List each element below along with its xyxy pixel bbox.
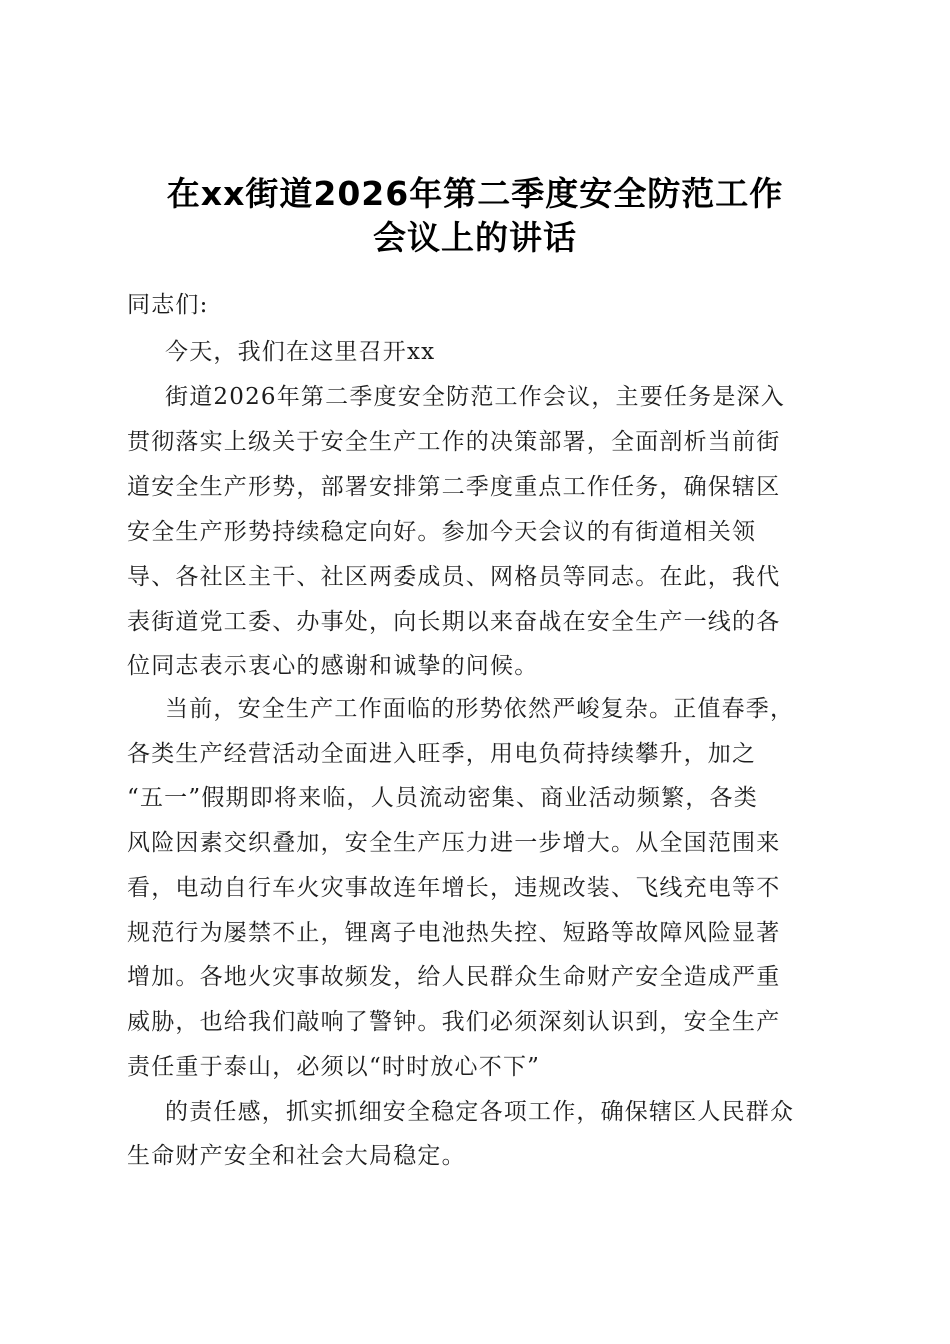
paragraph-3-line-2: 各类生产经营活动全面进入旺季，用电负荷持续攀升，加之 [127, 741, 757, 767]
paragraph-2-line-7: 位同志表示衷心的感谢和诚挚的问候。 [127, 653, 539, 679]
paragraph-3-line-4: 风险因素交织叠加，安全生产压力进一步增大。从全国范围来 [127, 830, 781, 856]
document-title-line-1: 在xx街道2026年第二季度安全防范工作 [166, 174, 784, 213]
paragraph-2-line-5: 导、各社区主干、社区两委成员、网格员等同志。在此，我代 [127, 564, 781, 590]
paragraph-2-line-4: 安全生产形势持续稳定向好。参加今天会议的有街道相关领 [127, 519, 757, 545]
paragraph-4-line-1: 的责任感，抓实抓细安全稳定各项工作，确保辖区人民群众 [165, 1099, 795, 1125]
paragraph-3-line-3: “五一”假期即将来临，人员流动密集、商业活动频繁，各类 [127, 785, 758, 811]
paragraph-2-line-3: 道安全生产形势，部署安排第二季度重点工作任务，确保辖区 [127, 474, 781, 500]
paragraph-3-line-8: 威胁，也给我们敲响了警钟。我们必须深刻认识到，安全生产 [127, 1009, 781, 1035]
paragraph-2-line-1: 街道2026年第二季度安全防范工作会议，主要任务是深入 [165, 384, 785, 410]
paragraph-3-line-6: 规范行为屡禁不止，锂离子电池热失控、短路等故障风险显著 [127, 920, 781, 946]
paragraph-3-line-9: 责任重于泰山，必须以“时时放心不下” [127, 1054, 541, 1080]
paragraph-3-line-7: 增加。各地火灾事故频发，给人民群众生命财产安全造成严重 [127, 964, 781, 990]
paragraph-1-line-1: 今天，我们在这里召开xx [165, 339, 436, 365]
paragraph-4-line-2: 生命财产安全和社会大局稳定。 [127, 1143, 466, 1169]
document-title-line-2: 会议上的讲话 [373, 218, 577, 257]
paragraph-3-line-1: 当前，安全生产工作面临的形势依然严峻复杂。正值春季， [165, 696, 795, 722]
paragraph-2-line-2: 贯彻落实上级关于安全生产工作的决策部署，全面剖析当前街 [127, 429, 781, 455]
salutation: 同志们: [127, 292, 209, 318]
paragraph-2-line-6: 表街道党工委、办事处，向长期以来奋战在安全生产一线的各 [127, 609, 781, 635]
paragraph-3-line-5: 看，电动自行车火灾事故连年增长，违规改装、飞线充电等不 [127, 875, 781, 901]
